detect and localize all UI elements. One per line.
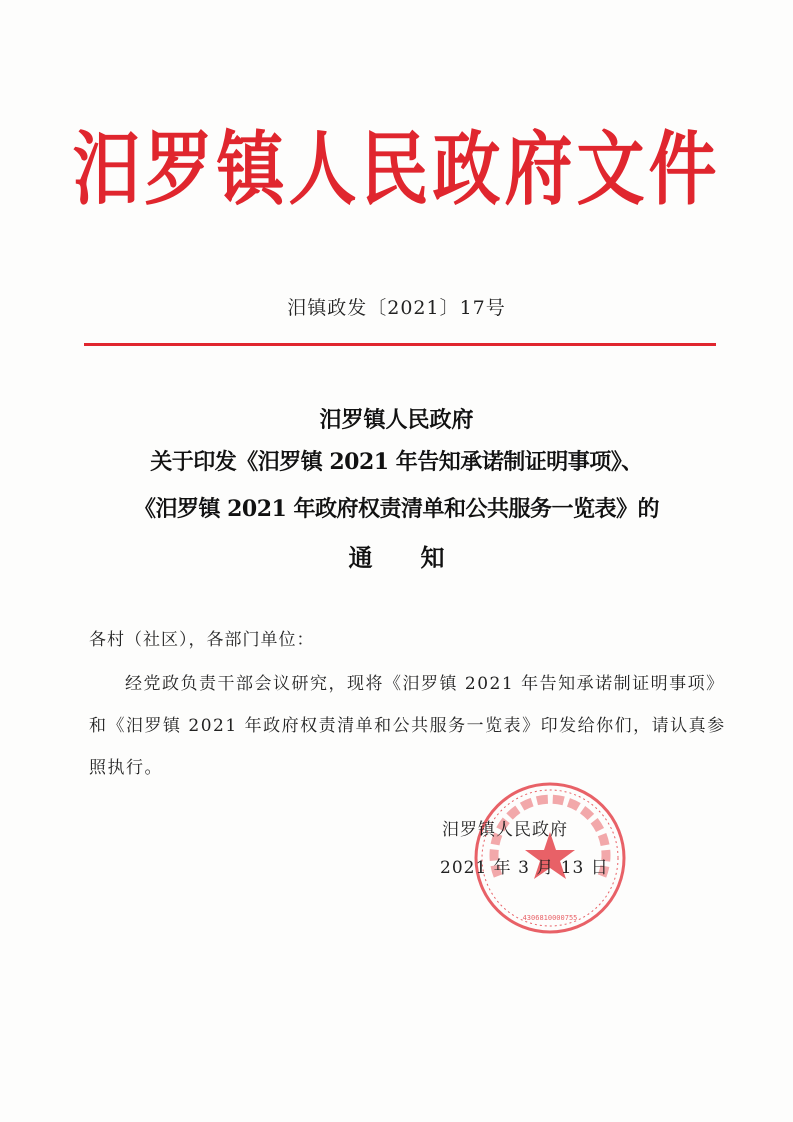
notice-title-line-4: 通 知 bbox=[348, 543, 445, 572]
signature-issuer: 汨罗镇人民政府 bbox=[442, 820, 568, 840]
notice-title-line-3: 《汨罗镇 2021 年政府权责清单和公共服务一览表》的 bbox=[133, 496, 660, 522]
signature-date: 2021 年 3 月 13 日 bbox=[440, 858, 609, 878]
document-number: 汨镇政发〔2021〕17号 bbox=[287, 297, 506, 319]
header-divider bbox=[84, 343, 716, 346]
notice-title-line-1: 汨罗镇人民政府 bbox=[319, 407, 474, 433]
svg-text:4306810000755: 4306810000755 bbox=[522, 914, 578, 922]
body-paragraph: 经党政负责干部会议研究，现将《汨罗镇 2021 年告知承诺制证明事项》和《汨罗镇 2021 年政府权责清单和公共服务一览表》印发给你们，请认真参照执行。 bbox=[89, 674, 726, 778]
notice-title-line-2: 关于印发《汨罗镇 2021 年告知承诺制证明事项》、 bbox=[150, 449, 643, 475]
salutation: 各村（社区），各部门单位： bbox=[89, 630, 315, 650]
issuer-header: 汨罗镇人民政府文件 bbox=[72, 123, 721, 218]
